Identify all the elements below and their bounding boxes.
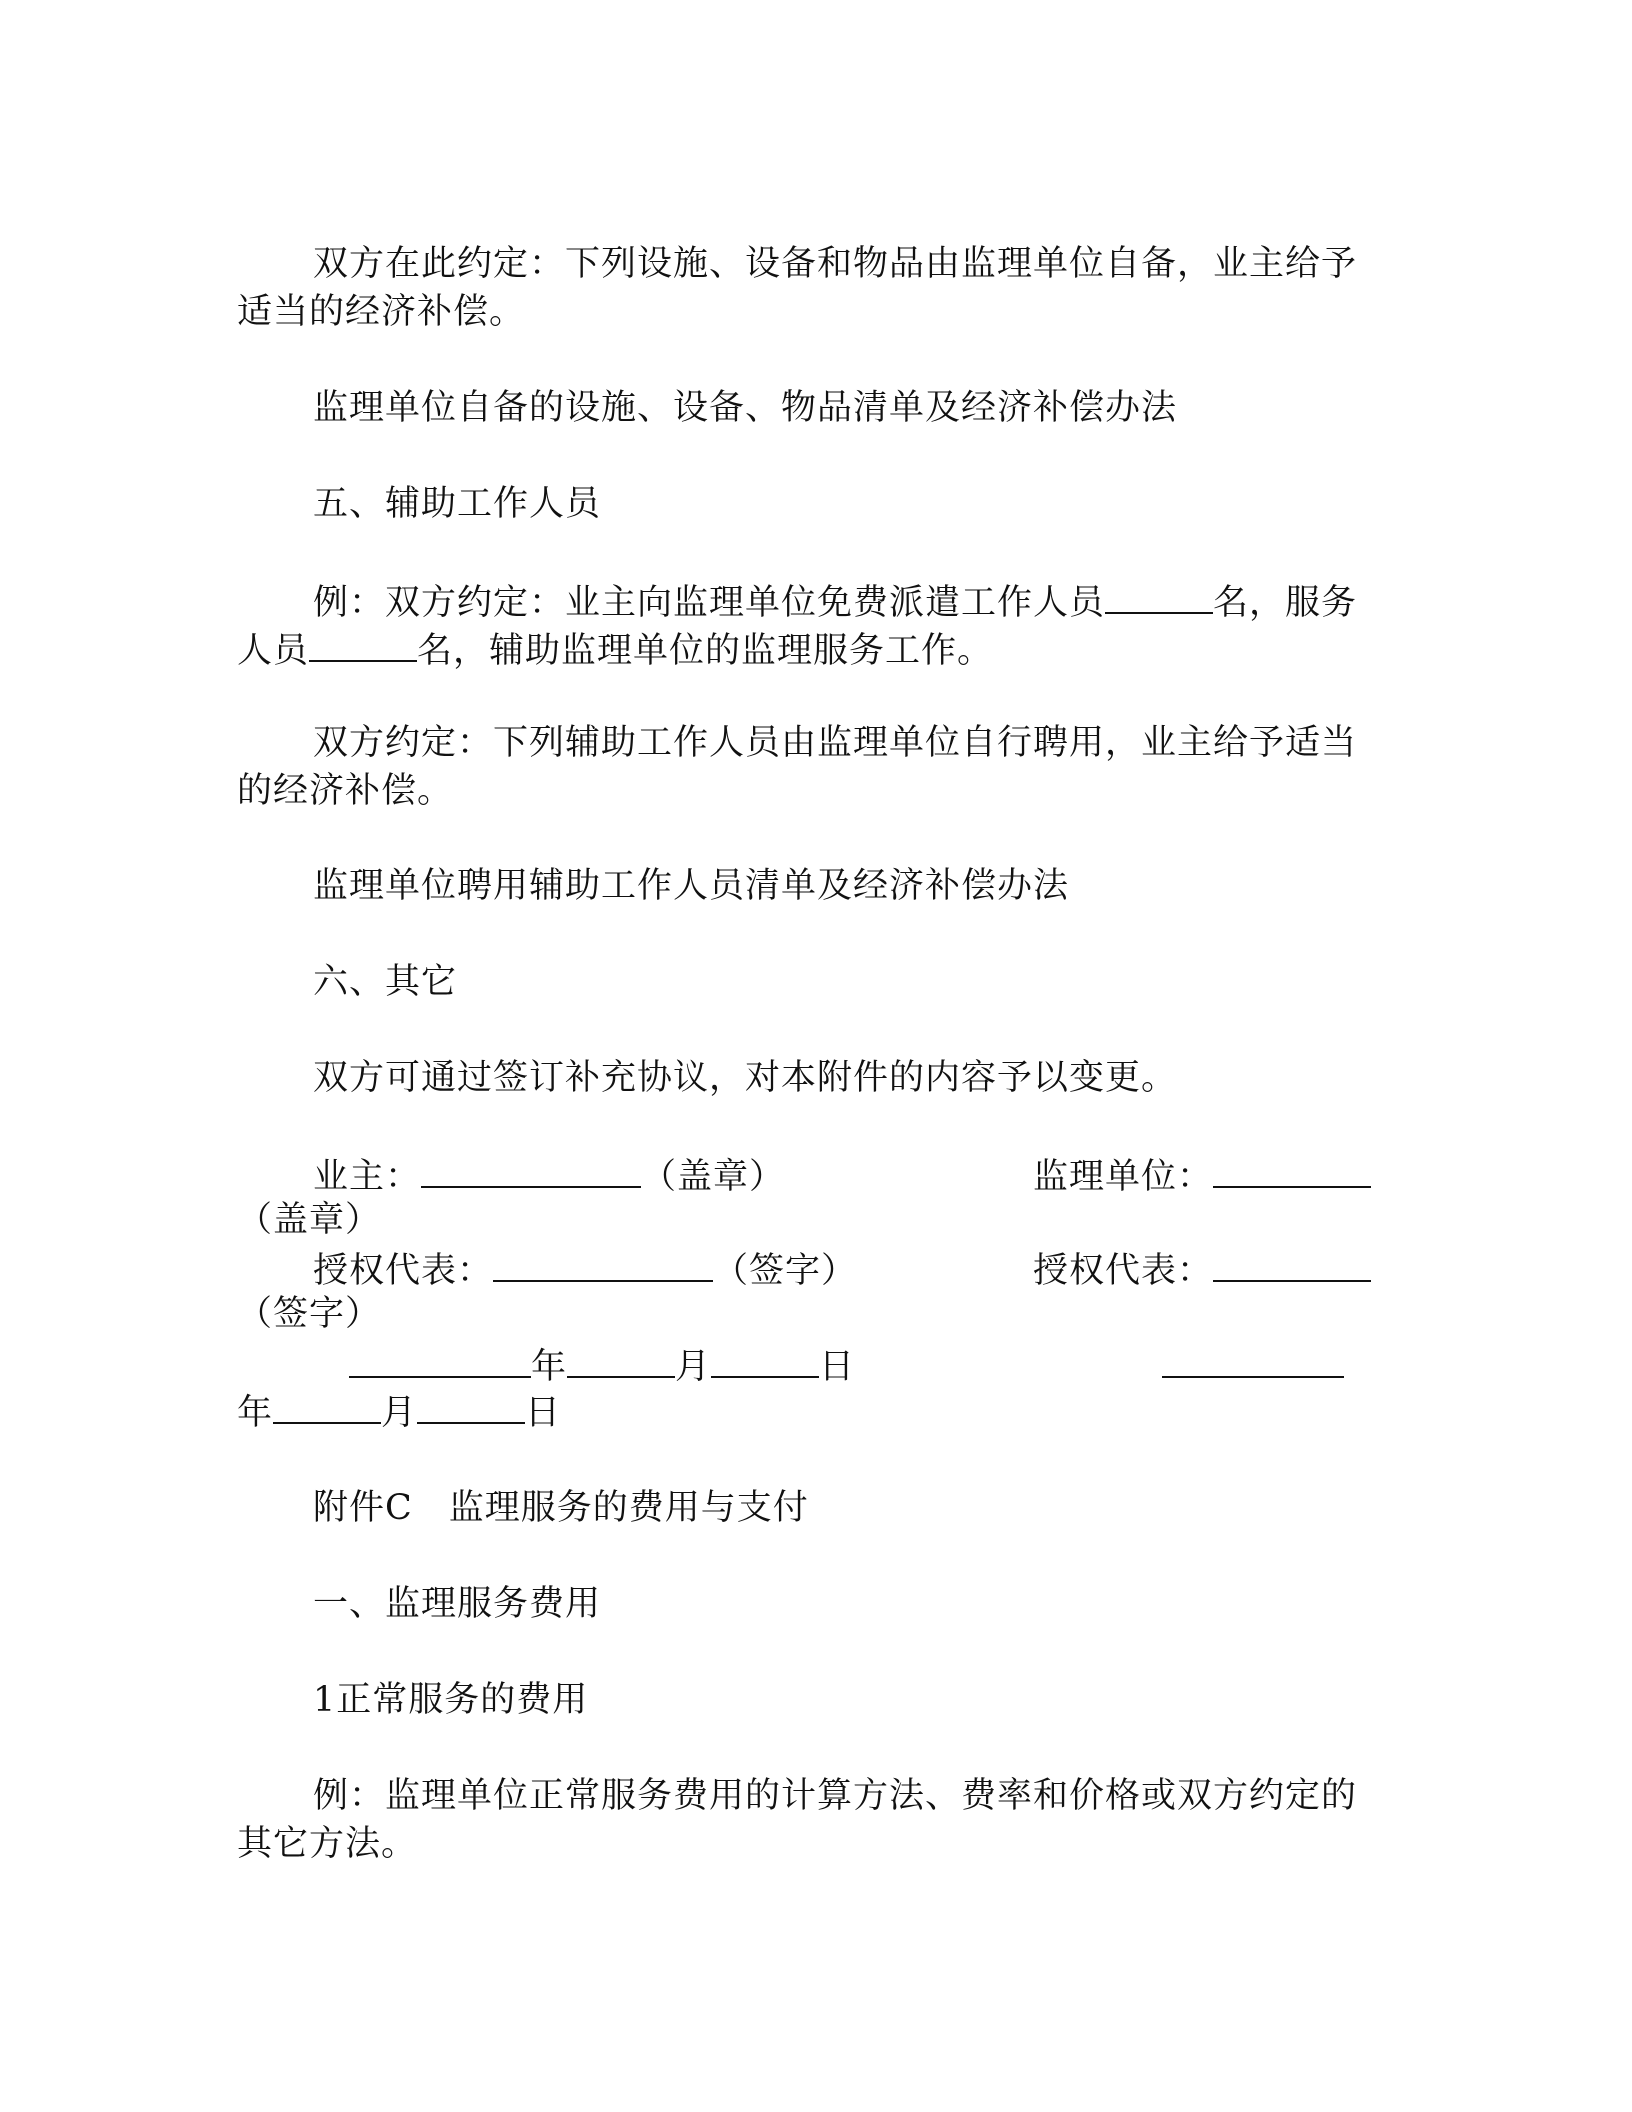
seal-note: （盖章） bbox=[641, 1157, 786, 1197]
day-blank-2 bbox=[417, 1386, 525, 1424]
rep-fill-blank-2 bbox=[1213, 1244, 1371, 1282]
paragraph-text: 例：双方约定：业主向监理单位免费派遣工作人员 bbox=[313, 583, 1106, 623]
year-label: 年 bbox=[531, 1347, 568, 1387]
owner-label: 业主： bbox=[313, 1157, 422, 1197]
month-label-2: 月 bbox=[381, 1393, 418, 1433]
rep-label: 授权代表： bbox=[313, 1251, 494, 1291]
supervisor-fill-blank bbox=[1213, 1150, 1371, 1188]
paragraph-line: 其它方法。 bbox=[237, 1824, 418, 1864]
section-heading: 六、其它 bbox=[313, 962, 458, 1002]
paragraph-line: 适当的经济补偿。 bbox=[237, 292, 526, 332]
rep-signature-line-2 bbox=[1033, 1244, 1371, 1295]
paragraph-text: 人员 bbox=[237, 631, 310, 671]
seal-note-wrap: （盖章） bbox=[237, 1200, 382, 1240]
date-line-supervisor bbox=[1162, 1340, 1344, 1391]
owner-fill-blank bbox=[421, 1150, 641, 1188]
rep-label-2: 授权代表： bbox=[1033, 1251, 1214, 1291]
supervisor-signature-line bbox=[1033, 1150, 1371, 1201]
section-heading: 五、辅助工作人员 bbox=[313, 484, 602, 524]
month-blank-2 bbox=[273, 1386, 381, 1424]
paragraph-line: 监理单位聘用辅助工作人员清单及经济补偿办法 bbox=[313, 866, 1070, 906]
day-label-2: 日 bbox=[525, 1393, 562, 1433]
paragraph-line bbox=[237, 624, 993, 675]
day-blank bbox=[711, 1340, 819, 1378]
sign-note-wrap: （签字） bbox=[237, 1294, 382, 1334]
month-label: 月 bbox=[675, 1347, 712, 1387]
paragraph-text: 名，服务 bbox=[1213, 583, 1358, 623]
sign-note: （签字） bbox=[713, 1251, 858, 1291]
date-line-owner bbox=[349, 1340, 855, 1391]
fill-blank bbox=[1105, 576, 1213, 614]
year-blank-2 bbox=[1162, 1340, 1344, 1378]
subsection-heading: 1正常服务的费用 bbox=[313, 1680, 589, 1720]
section-heading: 一、监理服务费用 bbox=[313, 1584, 602, 1624]
paragraph-text: 名，辅助监理单位的监理服务工作。 bbox=[417, 631, 994, 671]
day-label: 日 bbox=[819, 1347, 856, 1387]
paragraph-line: 监理单位自备的设施、设备、物品清单及经济补偿办法 bbox=[313, 388, 1178, 428]
appendix-title: 附件C 监理服务的费用与支付 bbox=[313, 1488, 809, 1528]
owner-signature-line bbox=[313, 1150, 785, 1201]
paragraph-line: 双方可通过签订补充协议，对本附件的内容予以变更。 bbox=[313, 1058, 1178, 1098]
paragraph-line: 的经济补偿。 bbox=[237, 771, 454, 811]
month-blank bbox=[567, 1340, 675, 1378]
fill-blank bbox=[309, 624, 417, 662]
rep-fill-blank bbox=[493, 1244, 713, 1282]
rep-signature-line bbox=[313, 1244, 857, 1295]
paragraph-line: 双方在此约定：下列设施、设备和物品由监理单位自备，业主给予 bbox=[313, 244, 1358, 284]
year-blank bbox=[349, 1340, 531, 1378]
paragraph-line: 例：监理单位正常服务费用的计算方法、费率和价格或双方约定的 bbox=[313, 1776, 1358, 1816]
paragraph-line bbox=[313, 576, 1357, 627]
supervisor-label: 监理单位： bbox=[1033, 1157, 1214, 1197]
year-label-2: 年 bbox=[237, 1393, 274, 1433]
date-line-supervisor-wrap bbox=[237, 1386, 561, 1437]
paragraph-line: 双方约定：下列辅助工作人员由监理单位自行聘用，业主给予适当 bbox=[313, 723, 1358, 763]
